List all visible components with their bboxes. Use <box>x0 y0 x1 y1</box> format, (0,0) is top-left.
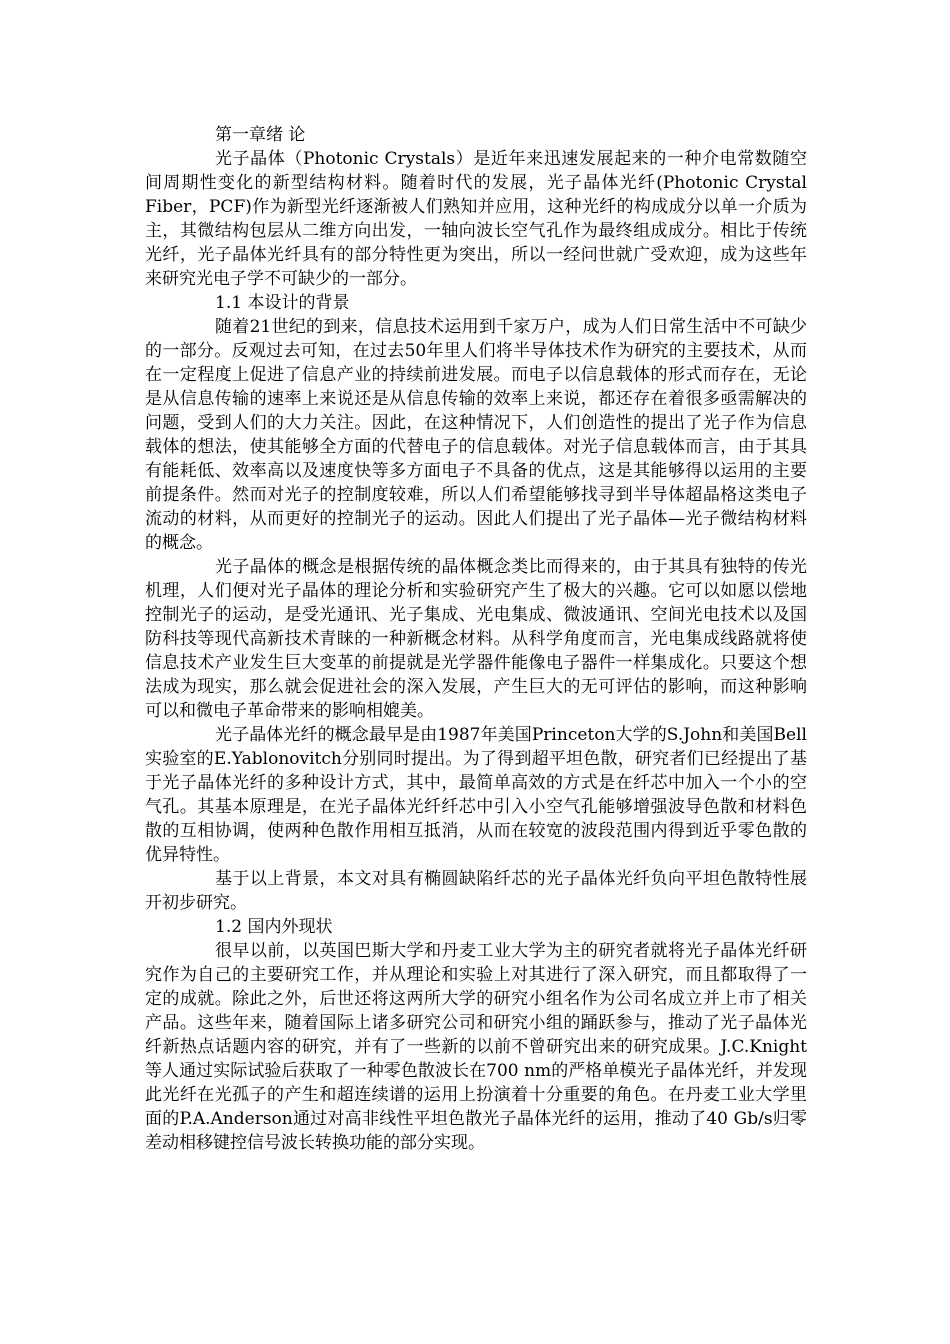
chapter-title: 第一章绪 论 <box>215 125 306 145</box>
paragraph: 基于以上背景，本文对具有椭圆缺陷纤芯的光子晶体光纤负向平坦色散特性展开初步研究。 <box>145 869 807 913</box>
paragraph: 很早以前，以英国巴斯大学和丹麦工业大学为主的研究者就将光子晶体光纤研究作为自己的主要研究工作，并从理论和实验上对其进行了深入研究，而且都取得了一定的成就。除此之外，后世还将这两所大学的研究小组名作为公司名成立并上市了相关产品。这些年来，随着国际上诸多研究公司和研究小组的踊跃参与，推动了光子晶体光纤新热点话题内容的研究，并有了一些新的以前不曾研究出来的研究成果。J.C.Knight等人通过实际试验后获取了一种零色散波长在700 nm的严格单模光子晶体光纤，并发现此光纤在光孤子的产生和超连续谱的运用上扮演着十分重要的角色。在丹麦工业大学里面的P.A.Anderson通过对高非线性平坦色散光子晶体光纤的运用，推动了40 Gb/s归零差动相移键控信号波长转换功能的部分实现。 <box>145 941 807 1153</box>
document-body <box>145 123 807 1155</box>
intro-paragraph: 光子晶体（Photonic Crystals）是近年来迅速发展起来的一种介电常数随空间周期性变化的新型结构材料。随着时代的发展，光子晶体光纤(Photonic Crystal Fiber，PCF)作为新型光纤逐渐被人们熟知并应用，这种光纤的构成成分以单一介质为主，其微结构包层从二维方向出发，一轴向波长空气孔作为最终组成成分。相比于传统光纤，光子晶体光纤具有的部分特性更为突出，所以一经问世就广受欢迎，成为这些年来研究光电子学不可缺少的一部分。 <box>145 149 807 289</box>
section-heading-1-1: 1.1 本设计的背景 <box>215 293 350 313</box>
section-heading-1-2: 1.2 国内外现状 <box>215 917 333 937</box>
paragraph: 光子晶体光纤的概念最早是由1987年美国Princeton大学的S.John和美国Bell实验室的E.Yablonovitch分别同时提出。为了得到超平坦色散，研究者们已经提出了基于光子晶体光纤的多种设计方式，其中，最简单高效的方式是在纤芯中加入一个小的空气孔。其基本原理是，在光子晶体光纤纤芯中引入小空气孔能够增强波导色散和材料色散的互相协调，使两种色散作用相互抵消，从而在较宽的波段范围内得到近乎零色散的优异特性。 <box>145 725 807 865</box>
paragraph: 光子晶体的概念是根据传统的晶体概念类比而得来的，由于其具有独特的传光机理，人们便对光子晶体的理论分析和实验研究产生了极大的兴趣。它可以如愿以偿地控制光子的运动，是受光通讯、光子集成、光电集成、微波通讯、空间光电技术以及国防科技等现代高新技术青睐的一种新概念材料。从科学角度而言，光电集成线路就将使信息技术产业发生巨大变革的前提就是光学器件能像电子器件一样集成化。只要这个想法成为现实，那么就会促进社会的深入发展，产生巨大的无可评估的影响，而这种影响可以和微电子革命带来的影响相媲美。 <box>145 557 807 721</box>
paragraph: 随着21世纪的到来，信息技术运用到千家万户，成为人们日常生活中不可缺少的一部分。反观过去可知，在过去50年里人们将半导体技术作为研究的主要技术，从而在一定程度上促进了信息产业的持续前进发展。而电子以信息载体的形式而存在，无论是从信息传输的速率上来说还是从信息传输的效率上来说，都还存在着很多亟需解决的问题，受到人们的大力关注。因此，在这种情况下，人们创造性的提出了光子作为信息载体的想法，使其能够全方面的代替电子的信息载体。对光子信息载体而言，由于其具有能耗低、效率高以及速度快等多方面电子不具备的优点，这是其能够得以运用的主要前提条件。然而对光子的控制度较难，所以人们希望能够找寻到半导体超晶格这类电子流动的材料，从而更好的控制光子的运动。因此人们提出了光子晶体—光子微结构材料的概念。 <box>145 317 807 553</box>
